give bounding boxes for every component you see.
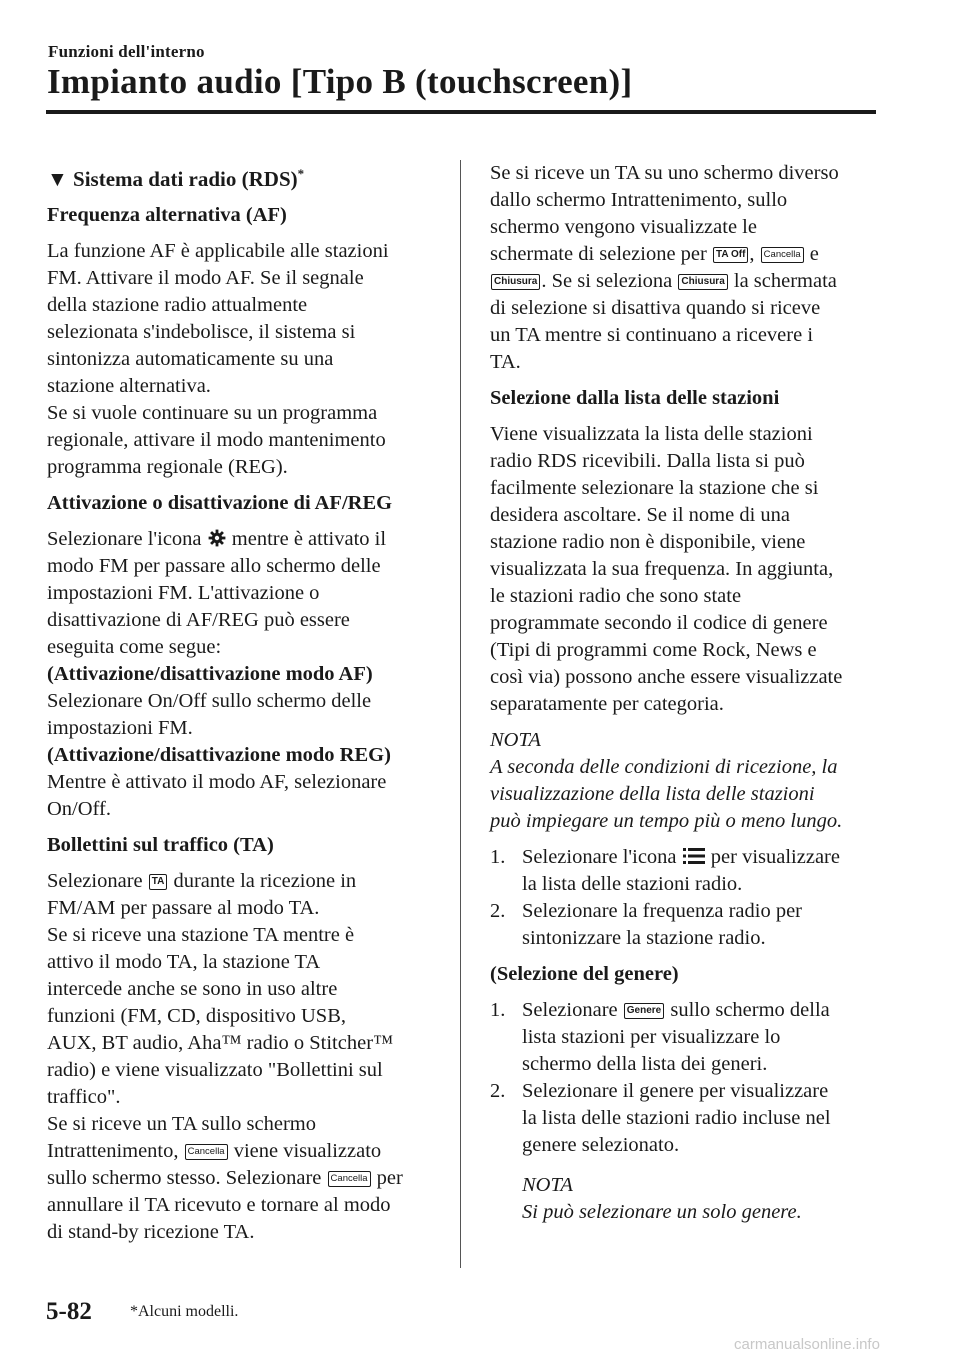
text-line: stazione alternativa. — [47, 375, 211, 397]
text-line: genere selezionato. — [522, 1134, 680, 1156]
left-column — [47, 160, 442, 1246]
text-line: Viene visualizzata la lista delle stazioni — [490, 423, 813, 445]
cancel-button[interactable]: Cancella — [328, 1171, 371, 1187]
genre-step-1 — [490, 997, 882, 1078]
text-line — [522, 844, 882, 871]
text-line: AUX, BT audio, Aha™ radio o Stitcher™ — [47, 1032, 394, 1054]
text-fragment: la schermata — [733, 270, 837, 292]
close-button[interactable]: Chiusura — [678, 274, 727, 290]
text-fragment: durante la ricezione in — [173, 870, 357, 892]
text-line: separatamente per categoria. — [490, 693, 724, 715]
rds-heading-text: Sistema dati radio (RDS) — [73, 167, 298, 191]
text-line: Se si riceve un TA sullo schermo — [47, 1113, 316, 1135]
text-line: Se si vuole continuare su un programma — [47, 402, 378, 424]
afreg-paragraph — [47, 526, 442, 823]
text-fragment: Intrattenimento, — [47, 1140, 179, 1162]
af-heading: Frequenza alternativa (AF) — [47, 204, 287, 226]
watermark: carmanualsonline.info — [734, 1336, 880, 1353]
text-line: impostazioni FM. — [47, 717, 193, 739]
text-line: intercede anche se sono in uso altre — [47, 978, 338, 1000]
text-fragment: viene visualizzato — [233, 1140, 382, 1162]
section-label: Funzioni dell'interno — [48, 42, 205, 61]
text-line — [522, 997, 882, 1024]
text-line: radio) e viene visualizzato "Bollettini sul — [47, 1059, 383, 1081]
text-line: Selezionare il genere per visualizzare — [522, 1080, 829, 1102]
text-line: sintonizzare la stazione radio. — [522, 927, 766, 949]
text-line: di stand-by ricezione TA. — [47, 1221, 255, 1243]
text-line — [47, 868, 442, 895]
step-1 — [490, 844, 882, 898]
text-fragment: sullo schermo della — [670, 999, 830, 1021]
text-line: visualizzata la sua frequenza. In aggiunta, — [490, 558, 834, 580]
station-list-paragraph — [490, 421, 882, 718]
text-line: la lista delle stazioni radio incluse nel — [522, 1107, 831, 1129]
text-fragment: Selezionare — [522, 999, 618, 1021]
text-line: funzioni (FM, CD, dispositivo USB, — [47, 1005, 346, 1027]
text-line — [490, 268, 882, 295]
text-line — [47, 1165, 442, 1192]
text-line: stazione radio non è disponibile, viene — [490, 531, 806, 553]
genre-step-2 — [490, 1078, 882, 1159]
text-line: desidera ascoltare. Se il nome di una — [490, 504, 790, 526]
text-line: le stazioni radio che sono state — [490, 585, 742, 607]
close-button[interactable]: Chiusura — [491, 274, 540, 290]
text-line: TA. — [490, 351, 521, 373]
genre-heading: (Selezione del genere) — [490, 963, 679, 985]
text-line: impostazioni FM. L'attivazione o — [47, 582, 320, 604]
text-line: programmate secondo il codice di genere — [490, 612, 828, 634]
text-line: schermo vengono visualizzate le — [490, 216, 757, 238]
af-mode-heading: (Attivazione/disattivazione modo AF) — [47, 663, 373, 685]
af-paragraph — [47, 238, 442, 481]
text-fragment: , — [749, 243, 755, 265]
text-line: traffico". — [47, 1086, 121, 1108]
text-fragment: mentre è attivato il — [231, 528, 387, 550]
text-line: modo FM per passare allo schermo delle — [47, 555, 381, 577]
text-line: Selezionare la frequenza radio per — [522, 900, 803, 922]
title-rule — [46, 110, 876, 114]
text-fragment: per visualizzare — [710, 846, 840, 868]
text-fragment: Selezionare — [47, 870, 143, 892]
note-line: visualizzazione della lista delle stazioni — [490, 783, 815, 805]
text-line: lista stazioni per visualizzare lo — [522, 1026, 781, 1048]
text-fragment: Selezionare l'icona — [47, 528, 202, 550]
text-line: FM. Attivare il modo AF. Se il segnale — [47, 267, 364, 289]
note-block-2 — [490, 1172, 882, 1226]
text-line — [47, 1138, 442, 1165]
text-fragment: Selezionare l'icona — [522, 846, 677, 868]
text-line: Se si riceve una stazione TA mentre è — [47, 924, 355, 946]
reg-mode-heading: (Attivazione/disattivazione modo REG) — [47, 744, 391, 766]
note-line: A seconda delle condizioni di ricezione, la — [490, 756, 838, 778]
gear-icon — [208, 529, 226, 547]
text-line: On/Off. — [47, 798, 111, 820]
text-line: della stazione radio attualmente — [47, 294, 308, 316]
cancel-button[interactable]: Cancella — [185, 1144, 228, 1160]
page-title: Impianto audio [Tipo B (touchscreen)] — [47, 62, 633, 101]
text-line: Selezionare On/Off sullo schermo delle — [47, 690, 372, 712]
genre-button[interactable]: Genere — [624, 1003, 664, 1019]
ta-off-button[interactable]: TA Off — [713, 247, 748, 263]
text-fragment: . Se si seleziona — [541, 270, 673, 292]
text-line: attivo il modo TA, la stazione TA — [47, 951, 321, 973]
rds-heading — [47, 160, 442, 193]
text-line: Mentre è attivato il modo AF, selezionare — [47, 771, 387, 793]
text-line — [490, 241, 882, 268]
note-label: NOTA — [490, 729, 541, 751]
text-fragment: sullo schermo stesso. Selezionare — [47, 1167, 322, 1189]
text-fragment: per — [376, 1167, 403, 1189]
text-line: dallo schermo Intrattenimento, sullo — [490, 189, 788, 211]
station-list-heading: Selezione dalla lista delle stazioni — [490, 387, 780, 409]
text-line: di selezione si disattiva quando si riceve — [490, 297, 821, 319]
text-line: (Tipi di programmi come Rock, News e — [490, 639, 817, 661]
text-line: selezionata s'indebolisce, il sistema si — [47, 321, 356, 343]
afreg-heading: Attivazione o disattivazione di AF/REG — [47, 492, 393, 514]
ta-button[interactable]: TA — [149, 874, 168, 890]
text-fragment: e — [809, 243, 819, 265]
model-asterisk: * — [297, 166, 305, 181]
step-number: 2. — [490, 1080, 506, 1102]
ta-paragraph — [47, 868, 442, 1246]
footnote: *Alcuni modelli. — [130, 1303, 239, 1320]
note-line: può impiegare un tempo più o meno lungo. — [490, 810, 843, 832]
text-line: annullare il TA ricevuto e tornare al modo — [47, 1194, 391, 1216]
text-line: La funzione AF è applicabile alle stazioni — [47, 240, 389, 262]
text-line — [47, 526, 442, 553]
text-line: regionale, attivare il modo mantenimento — [47, 429, 386, 451]
page-number: 5-82 — [46, 1298, 92, 1325]
text-line: eseguita come segue: — [47, 636, 222, 658]
step-2 — [490, 898, 882, 952]
text-line: radio RDS ricevibili. Dalla lista si può — [490, 450, 805, 472]
step-number: 1. — [490, 846, 506, 868]
text-line: la lista delle stazioni radio. — [522, 873, 743, 895]
text-line: Se si riceve un TA su uno schermo diverso — [490, 162, 839, 184]
text-line: facilmente selezionare la stazione che si — [490, 477, 819, 499]
ta-heading: Bollettini sul traffico (TA) — [47, 834, 274, 856]
step-number: 1. — [490, 999, 506, 1021]
list-icon — [683, 847, 705, 865]
right-column — [490, 160, 882, 1226]
column-divider — [460, 160, 461, 1268]
text-line: disattivazione di AF/REG può essere — [47, 609, 350, 631]
text-line: un TA mentre si continuano a ricevere i — [490, 324, 814, 346]
note-label: NOTA — [522, 1174, 573, 1196]
cancel-button[interactable]: Cancella — [761, 247, 804, 263]
text-line: programma regionale (REG). — [47, 456, 288, 478]
text-line: così via) possono anche essere visualizzate — [490, 666, 843, 688]
text-line: schermo della lista dei generi. — [522, 1053, 768, 1075]
text-fragment: schermate di selezione per — [490, 243, 707, 265]
triangle-down-icon: ▼ — [47, 167, 68, 191]
text-line: FM/AM per passare al modo TA. — [47, 897, 320, 919]
text-line: sintonizza automaticamente su una — [47, 348, 334, 370]
note-line: Si può selezionare un solo genere. — [522, 1201, 802, 1223]
step-number: 2. — [490, 900, 506, 922]
